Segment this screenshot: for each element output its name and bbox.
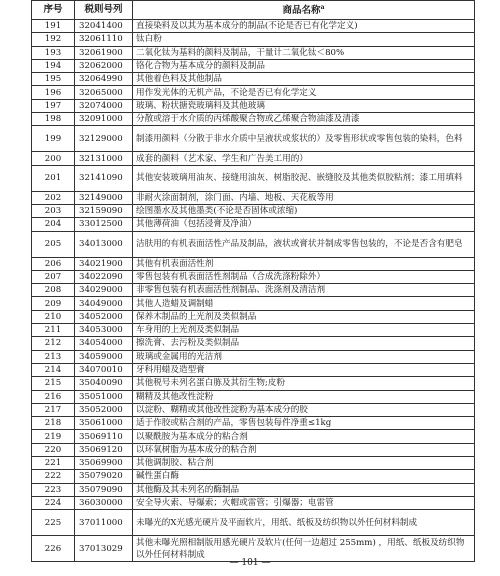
- product-name-cell: 二氧化钛为基料的颜料及制品，干量计二氧化钛＜80%: [133, 46, 475, 59]
- table-row: [32, 324, 475, 337]
- table-row: [32, 126, 475, 152]
- header-serial-number: 序号: [32, 1, 75, 20]
- tariff-code-cell: 32041400: [75, 20, 133, 33]
- product-name-cell: 铬化合物为基本成分的颜料及制品: [133, 59, 475, 72]
- tariff-code-cell: 32159090: [75, 204, 133, 217]
- product-name-cell: 未曝光的X光感光硬片及平面软片，用纸、纸板及纺织物以外任何材料制成: [133, 510, 475, 536]
- tariff-code-cell: 32062000: [75, 59, 133, 72]
- table-row: [32, 390, 475, 403]
- tariff-code-cell: 34052000: [75, 310, 133, 323]
- serial-number-cell: 223: [32, 483, 75, 496]
- tariff-code-cell: 33012500: [75, 218, 133, 231]
- product-name-cell: 用作发光体的无机产品，不论是否已有化学定义: [133, 86, 475, 99]
- product-name-cell: 成套的颜料（艺术家、学生和广告美工用的）: [133, 152, 475, 165]
- product-name-cell: 非零售包装有机表面活性剂制品、洗涤剂及清洁剂: [133, 284, 475, 297]
- tariff-code-cell: 32091000: [75, 113, 133, 126]
- tariff-code-cell: 35069110: [75, 430, 133, 443]
- table-row: [32, 510, 475, 536]
- table-header-row: [32, 1, 475, 20]
- tariff-code-cell: 35061000: [75, 417, 133, 430]
- serial-number-cell: 194: [32, 59, 75, 72]
- table-row: [32, 270, 475, 283]
- tariff-code-cell: 35040090: [75, 377, 133, 390]
- serial-number-cell: 215: [32, 377, 75, 390]
- product-name-cell: 以环氧树脂为基本成分的粘合剂: [133, 443, 475, 456]
- serial-number-cell: 219: [32, 430, 75, 443]
- product-name-cell: 其他有机表面活性剂: [133, 257, 475, 270]
- tariff-code-cell: 34053000: [75, 324, 133, 337]
- product-name-cell: 其他薄荷油（包括浸膏及净油）: [133, 218, 475, 231]
- product-name-cell: 车身用的上光剂及类似制品: [133, 324, 475, 337]
- tariff-code-cell: 37011000: [75, 510, 133, 536]
- serial-number-cell: 214: [32, 363, 75, 376]
- product-name-cell: 其他未曝光照相制版用感光硬片及软片(任何一边超过 255mm) ，用纸、纸板及纺织物以外任何材料制成: [133, 536, 475, 562]
- product-name-cell: 其他调制胶、粘合剂: [133, 457, 475, 470]
- table-row: [32, 257, 475, 270]
- table-row: [32, 430, 475, 443]
- product-name-cell: 钛白粉: [133, 33, 475, 46]
- tariff-code-cell: 34049000: [75, 297, 133, 310]
- product-name-cell: 糊精及其他改性淀粉: [133, 390, 475, 403]
- tariff-code-cell: 37013029: [75, 536, 133, 562]
- header-product-name-text: 商品名称: [282, 5, 321, 17]
- table-row: [32, 33, 475, 46]
- tariff-code-cell: 32064990: [75, 73, 133, 86]
- product-name-cell: 玻璃或金属用的光洁剂: [133, 350, 475, 363]
- table-row: [32, 377, 475, 390]
- serial-number-cell: 196: [32, 86, 75, 99]
- serial-number-cell: 199: [32, 126, 75, 152]
- table-row: [32, 59, 475, 72]
- table-row: [32, 73, 475, 86]
- table-row: [32, 337, 475, 350]
- table-row: [32, 231, 475, 257]
- serial-number-cell: 222: [32, 470, 75, 483]
- product-name-cell: 分散或溶于水介质的丙烯酸聚合物或乙烯聚合物油漆及清漆: [133, 113, 475, 126]
- table-row: [32, 496, 475, 509]
- table-row: [32, 417, 475, 430]
- serial-number-cell: 200: [32, 152, 75, 165]
- product-name-cell: 其他安装玻璃用油灰、接缝用油灰、树脂胶泥、嵌缝胶及其他类似胶粘剂；漆工用填料: [133, 165, 475, 191]
- serial-number-cell: 195: [32, 73, 75, 86]
- product-name-cell: 碱性蛋白酶: [133, 470, 475, 483]
- serial-number-cell: 208: [32, 284, 75, 297]
- tariff-code-cell: 34059000: [75, 350, 133, 363]
- table-row: [32, 20, 475, 33]
- tariff-code-cell: 35079020: [75, 470, 133, 483]
- tariff-code-cell: 32141090: [75, 165, 133, 191]
- tariff-code-cell: 35069120: [75, 443, 133, 456]
- table-row: [32, 218, 475, 231]
- serial-number-cell: 204: [32, 218, 75, 231]
- table-row: [32, 483, 475, 496]
- header-product-name: [133, 1, 475, 20]
- table-row: [32, 350, 475, 363]
- table-row: [32, 165, 475, 191]
- serial-number-cell: 213: [32, 350, 75, 363]
- serial-number-cell: 193: [32, 46, 75, 59]
- serial-number-cell: 197: [32, 99, 75, 112]
- product-name-cell: 其他人造蜡及调制蜡: [133, 297, 475, 310]
- product-name-cell: 以聚酰胺为基本成分的粘合剂: [133, 430, 475, 443]
- product-name-cell: 非耐火涂面制剂，涂门面、内墙、地板、天花板等用: [133, 191, 475, 204]
- serial-number-cell: 212: [32, 337, 75, 350]
- serial-number-cell: 209: [32, 297, 75, 310]
- serial-number-cell: 224: [32, 496, 75, 509]
- table-row: [32, 470, 475, 483]
- serial-number-cell: 225: [32, 510, 75, 536]
- table-row: [32, 99, 475, 112]
- tariff-code-cell: 34029000: [75, 284, 133, 297]
- serial-number-cell: 220: [32, 443, 75, 456]
- table-row: [32, 86, 475, 99]
- product-name-cell: 保养木制品的上光剂及类似制品: [133, 310, 475, 323]
- header-tariff-code: 税则号列: [75, 1, 133, 20]
- product-name-cell: 其他着色料及其他制品: [133, 73, 475, 86]
- serial-number-cell: 218: [32, 417, 75, 430]
- header-footnote-mark: a: [320, 4, 325, 12]
- tariff-code-cell: 34070010: [75, 363, 133, 376]
- serial-number-cell: 221: [32, 457, 75, 470]
- product-name-cell: 零售包装有机表面活性剂制品（合成洗涤粉除外）: [133, 270, 475, 283]
- product-name-cell: 洁肤用的有机表面活性产品及制品，液状或膏状并制成零售包装的，不论是否含有肥皂: [133, 231, 475, 257]
- tariff-code-cell: 34054000: [75, 337, 133, 350]
- product-name-cell: 以淀粉、糊精或其他改性淀粉为基本成分的胶: [133, 403, 475, 416]
- serial-number-cell: 198: [32, 113, 75, 126]
- tariff-code-cell: 35069900: [75, 457, 133, 470]
- serial-number-cell: 217: [32, 403, 75, 416]
- tariff-code-cell: 32061110: [75, 33, 133, 46]
- serial-number-cell: 211: [32, 324, 75, 337]
- serial-number-cell: 207: [32, 270, 75, 283]
- table-row: [32, 113, 475, 126]
- tariff-code-cell: 35052000: [75, 403, 133, 416]
- serial-number-cell: 226: [32, 536, 75, 562]
- product-name-cell: 牙科用蜡及造型膏: [133, 363, 475, 376]
- product-name-cell: 绘图墨水及其他墨类(不论是否固体或浓缩): [133, 204, 475, 217]
- product-name-cell: 玻璃、粉状搪瓷玻璃料及其他玻璃: [133, 99, 475, 112]
- tariff-code-cell: 32131000: [75, 152, 133, 165]
- table-row: [32, 46, 475, 59]
- table-row: [32, 204, 475, 217]
- serial-number-cell: 203: [32, 204, 75, 217]
- product-name-cell: 其他酶及其未列名的酶制品: [133, 483, 475, 496]
- product-name-cell: 直接染料及以其为基本成分的制品(不论是否已有化学定义): [133, 20, 475, 33]
- tariff-code-cell: 32149000: [75, 191, 133, 204]
- table-row: [32, 443, 475, 456]
- table-body: [32, 20, 475, 562]
- serial-number-cell: 205: [32, 231, 75, 257]
- table-row: [32, 403, 475, 416]
- serial-number-cell: 206: [32, 257, 75, 270]
- tariff-code-cell: 35051000: [75, 390, 133, 403]
- serial-number-cell: 216: [32, 390, 75, 403]
- tariff-code-cell: 34013000: [75, 231, 133, 257]
- table-row: [32, 284, 475, 297]
- product-name-cell: 安全导火索、导爆索；火帽或雷管；引爆器；电雷管: [133, 496, 475, 509]
- tariff-code-cell: 32065000: [75, 86, 133, 99]
- serial-number-cell: 210: [32, 310, 75, 323]
- table-row: [32, 457, 475, 470]
- tariff-code-cell: 35079090: [75, 483, 133, 496]
- serial-number-cell: 201: [32, 165, 75, 191]
- serial-number-cell: 191: [32, 20, 75, 33]
- serial-number-cell: 202: [32, 191, 75, 204]
- product-name-cell: 适于作胶或粘合剂的产品，零售包装每件净重≤1kg: [133, 417, 475, 430]
- tariff-code-cell: 32061900: [75, 46, 133, 59]
- page-number: — 101 —: [229, 558, 271, 568]
- tariff-code-cell: 34022090: [75, 270, 133, 283]
- table-row: [32, 152, 475, 165]
- product-name-cell: 擦洗膏、去污粉及类似制品: [133, 337, 475, 350]
- table-row: [32, 363, 475, 376]
- tariff-code-cell: 36030000: [75, 496, 133, 509]
- tariff-code-cell: 34021900: [75, 257, 133, 270]
- serial-number-cell: 192: [32, 33, 75, 46]
- tariff-code-cell: 32129000: [75, 126, 133, 152]
- product-name-cell: 其他税号未列名蛋白胨及其衍生物;皮粉: [133, 377, 475, 390]
- table-row: [32, 310, 475, 323]
- table-row: [32, 191, 475, 204]
- product-name-cell: 制漆用颜料（分散于非水介质中呈液状或浆状的）及零售形状或零售包装的染料，色料: [133, 126, 475, 152]
- tariff-code-table: [31, 0, 475, 562]
- tariff-code-cell: 32074000: [75, 99, 133, 112]
- table-row: [32, 297, 475, 310]
